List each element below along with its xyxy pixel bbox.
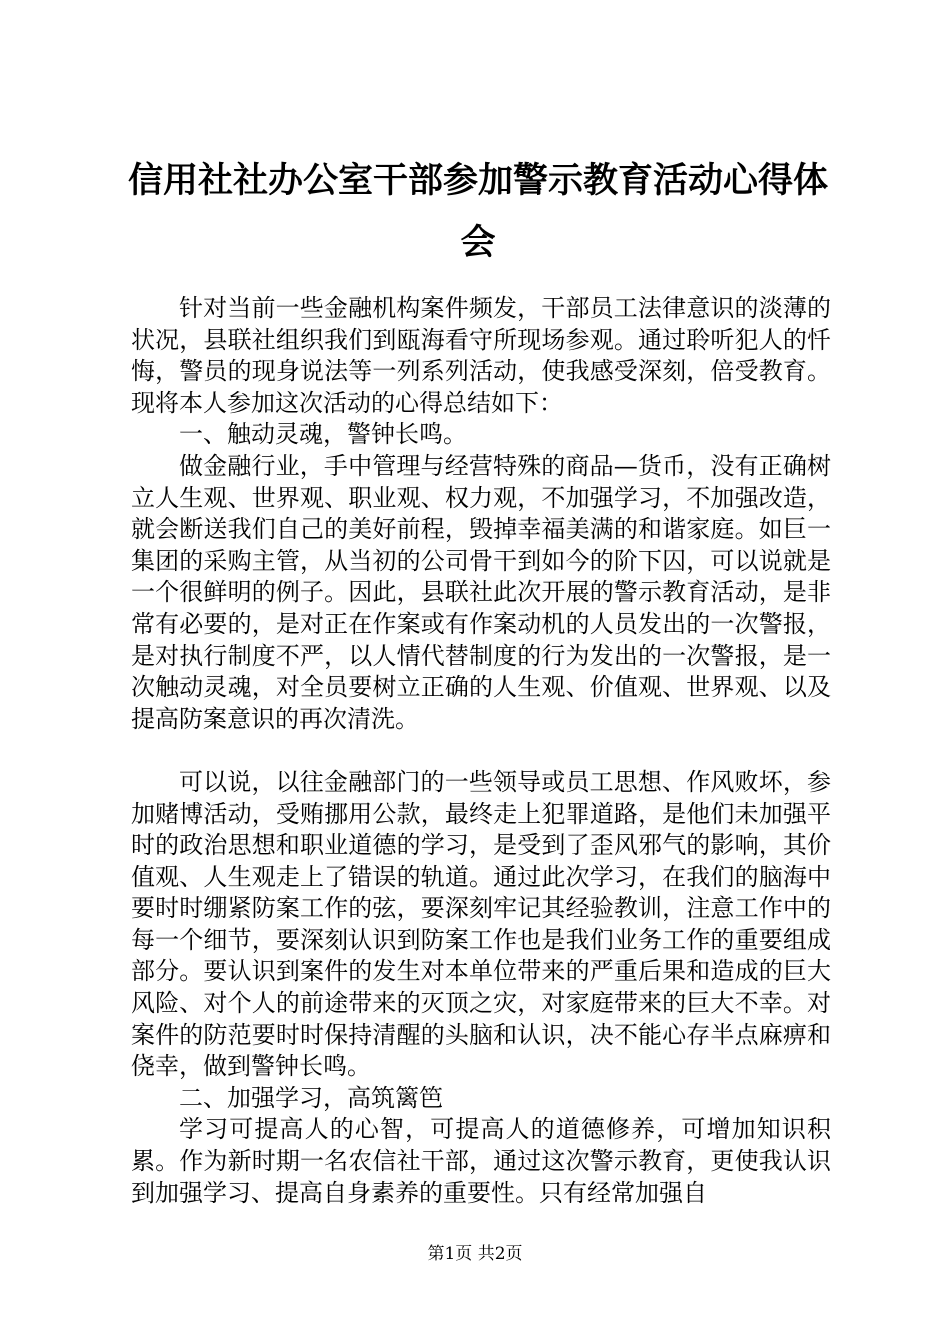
document-title: 信用社社办公室干部参加警示教育活动心得体会 (128, 160, 829, 263)
page-footer: 第1页 共2页 (427, 1244, 523, 1264)
document-body (131, 293, 831, 1209)
section-heading-1: 一、触动灵魂，警钟长鸣。 (179, 420, 467, 449)
paragraph-gap (131, 735, 831, 767)
intro-paragraph: 针对当前一些金融机构案件频发，干部员工法律意识的淡薄的状况，县联社组织我们到瓯海看守所现场参观。通过聆听犯人的忏悔，警员的现身说法等一列系列活动，使我感受深刻，倍受教育。现将本人参加这次活动的心得总结如下： (131, 294, 831, 417)
section-heading-2: 二、加强学习，高筑篱笆 (179, 1083, 443, 1112)
body-paragraph-1: 做金融行业，手中管理与经营特殊的商品—货币，没有正确树立人生观、世界观、职业观、权力观，不加强学习，不加强改造，就会断送我们自己的美好前程，毁掉幸福美满的和谐家庭。如巨一集团的采购主管，从当初的公司骨干到如今的阶下囚，可以说就是一个很鲜明的例子。因此，县联社此次开展的警示教育活动，是非常有必要的，是对正在作案或有作案动机的人员发出的一次警报，是对执行制度不严，以人情代替制度的行为发出的一次警报，是一次触动灵魂，对全员要树立正确的人生观、价值观、世界观、以及提高防案意识的再次清洗。 (131, 451, 831, 733)
body-paragraph-3: 学习可提高人的心智，可提高人的道德修养，可增加知识积累。作为新时期一名农信社干部，通过这次警示教育，更使我认识到加强学习、提高自身素养的重要性。只有经常加强自 (131, 1115, 831, 1207)
body-paragraph-2: 可以说，以往金融部门的一些领导或员工思想、作风败坏，参加赌博活动，受贿挪用公款，最终走上犯罪道路，是他们未加强平时的政治思想和职业道德的学习，是受到了歪风邪气的影响，其价值观、人生观走上了错误的轨道。通过此次学习，在我们的脑海中要时时绷紧防案工作的弦，要深刻牢记其经验教训，注意工作中的每一个细节，要深刻认识到防案工作也是我们业务工作的重要组成部分。要认识到案件的发生对本单位带来的严重后果和造成的巨大风险、对个人的前途带来的灭顶之灾，对家庭带来的巨大不幸。对案件的防范要时时保持清醒的头脑和认识，决不能心存半点麻痹和侥幸，做到警钟长鸣。 (131, 767, 831, 1081)
